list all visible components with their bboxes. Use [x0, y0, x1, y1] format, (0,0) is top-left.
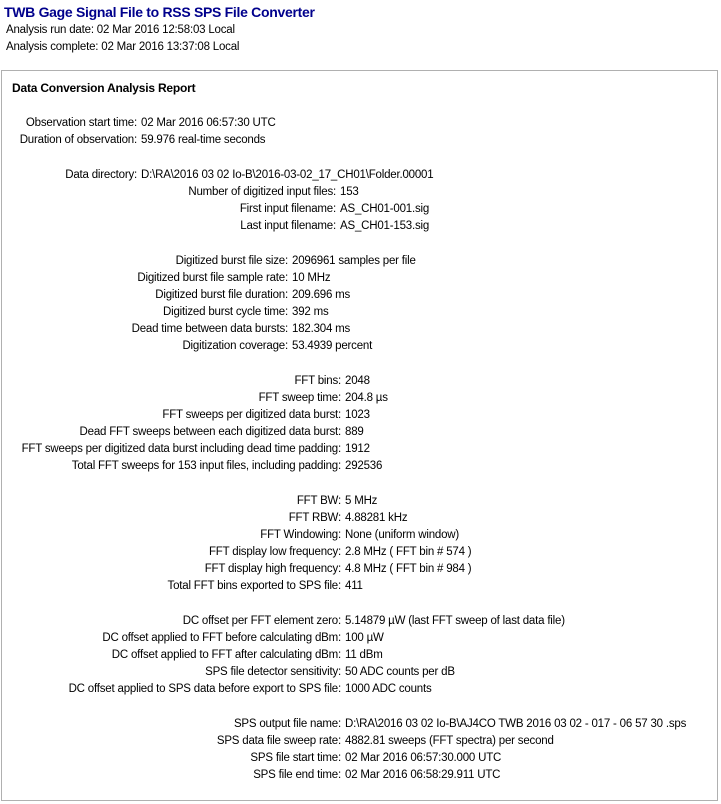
report-row: [2, 613, 717, 630]
row-value: 100 µW: [345, 632, 384, 644]
report-row: [2, 304, 717, 321]
report-row: [2, 373, 717, 390]
row-value: 1912: [345, 443, 370, 455]
row-label: DC offset applied to SPS data before export to SPS file:: [68, 683, 341, 695]
row-value: 4882.81 sweeps (FFT spectra) per second: [345, 735, 554, 747]
row-label: FFT display high frequency:: [204, 563, 341, 575]
report-row: [2, 321, 717, 338]
report-row: [2, 167, 717, 184]
report-row: [2, 390, 717, 407]
row-value: 50 ADC counts per dB: [345, 666, 455, 678]
report-row: [2, 132, 717, 149]
row-label: Dead FFT sweeps between each digitized data burst:: [79, 426, 341, 438]
report-row: [2, 338, 717, 355]
sps-output-group: [2, 716, 717, 784]
row-value: 02 Mar 2016 06:58:29.911 UTC: [345, 769, 501, 781]
report-row: [2, 253, 717, 270]
row-value: 59.976 real-time seconds: [141, 134, 266, 146]
row-value: 392 ms: [292, 306, 329, 318]
report-row: [2, 115, 717, 132]
row-value: 11 dBm: [345, 649, 383, 661]
report-row: [2, 767, 717, 784]
app-title: TWB Gage Signal File to RSS SPS File Converter: [4, 4, 315, 20]
row-label: Total FFT sweeps for 153 input files, including padding:: [71, 460, 341, 472]
dc-offset-group: [2, 613, 717, 698]
row-value: 153: [340, 186, 359, 198]
input-files-group: [2, 167, 717, 235]
report-row: [2, 716, 717, 733]
report-row: [2, 458, 717, 475]
row-label: Total FFT bins exported to SPS file:: [167, 580, 341, 592]
report-row: [2, 578, 717, 595]
report-panel: [1, 70, 718, 801]
row-label: Observation start time:: [25, 117, 137, 129]
row-value: 204.8 µs: [345, 392, 388, 404]
report-row: [2, 270, 717, 287]
row-label: Digitized burst file sample rate:: [137, 272, 288, 284]
row-label: First input filename:: [239, 203, 336, 215]
row-value: 4.8 MHz ( FFT bin # 984 ): [345, 563, 472, 575]
report-row: [2, 510, 717, 527]
report-row: [2, 424, 717, 441]
row-label: Number of digitized input files:: [188, 186, 336, 198]
row-label: FFT sweeps per digitized data burst:: [162, 409, 341, 421]
row-value: 2096961 samples per file: [292, 255, 416, 267]
report-row: [2, 561, 717, 578]
row-value: 182.304 ms: [292, 323, 351, 335]
row-value: AS_CH01-001.sig: [340, 203, 430, 215]
fft-sweeps-group: [2, 373, 717, 475]
fft-display-group: [2, 493, 717, 595]
row-value: 02 Mar 2016 06:57:30 UTC: [141, 117, 276, 129]
row-label: SPS output file name:: [233, 718, 341, 730]
row-value: AS_CH01-153.sig: [340, 220, 430, 232]
row-value: D:\RA\2016 03 02 Io-B\2016-03-02_17_CH01\Folder.00001: [141, 169, 434, 181]
row-value: D:\RA\2016 03 02 Io-B\AJ4CO TWB 2016 03 02 - 017 - 06 57 30 .sps: [345, 718, 687, 730]
report-row: [2, 201, 717, 218]
row-label: SPS file start time:: [250, 752, 341, 764]
row-value: 2.8 MHz ( FFT bin # 574 ): [345, 546, 472, 558]
row-value: 53.4939 percent: [292, 340, 373, 352]
row-value: 411: [345, 580, 363, 592]
row-value: 209.696 ms: [292, 289, 351, 301]
row-label: Duration of observation:: [19, 134, 137, 146]
report-row: [2, 664, 717, 681]
report-row: [2, 647, 717, 664]
row-label: FFT BW:: [296, 495, 341, 507]
row-label: Digitized burst file duration:: [155, 289, 288, 301]
row-label: Data directory:: [65, 169, 137, 181]
report-row: [2, 441, 717, 458]
row-value: 5 MHz: [345, 495, 378, 507]
row-label: Digitized burst file size:: [175, 255, 288, 267]
observation-group: [2, 115, 717, 149]
row-value: 2048: [345, 375, 370, 387]
row-value: 4.88281 kHz: [345, 512, 408, 524]
row-value: 292536: [345, 460, 383, 472]
report-row: [2, 733, 717, 750]
report-row: [2, 630, 717, 647]
row-value: 1023: [345, 409, 370, 421]
row-label: Digitization coverage:: [182, 340, 288, 352]
row-value: 10 MHz: [292, 272, 331, 284]
row-value: 02 Mar 2016 06:57:30.000 UTC: [345, 752, 502, 764]
row-label: DC offset applied to FFT after calculating dBm:: [111, 649, 341, 661]
row-label: DC offset applied to FFT before calculating dBm:: [102, 632, 341, 644]
row-label: FFT sweep time:: [258, 392, 341, 404]
row-value: None (uniform window): [345, 529, 460, 541]
analysis-complete-date: Analysis complete: 02 Mar 2016 13:37:08 Local: [6, 41, 240, 53]
row-value: 1000 ADC counts: [345, 683, 432, 695]
row-label: DC offset per FFT element zero:: [182, 615, 341, 627]
row-label: Digitized burst cycle time:: [163, 306, 288, 318]
report-row: [2, 544, 717, 561]
row-label: FFT Windowing:: [260, 529, 341, 541]
row-label: FFT display low frequency:: [208, 546, 341, 558]
report-row: [2, 218, 717, 235]
report-row: [2, 493, 717, 510]
report-row: [2, 527, 717, 544]
row-label: Last input filename:: [240, 220, 336, 232]
row-label: SPS data file sweep rate:: [216, 735, 341, 747]
report-row: [2, 287, 717, 304]
row-label: SPS file detector sensitivity:: [205, 666, 341, 678]
row-value: 5.14879 µW (last FFT sweep of last data file): [345, 615, 565, 627]
digitized-burst-group: [2, 253, 717, 355]
row-label: FFT RBW:: [288, 512, 341, 524]
row-label: FFT sweeps per digitized data burst including dead time padding:: [21, 443, 341, 455]
report-row: [2, 681, 717, 698]
row-label: SPS file end time:: [253, 769, 341, 781]
report-row: [2, 184, 717, 201]
analysis-run-date: Analysis run date: 02 Mar 2016 12:58:03 Local: [6, 24, 235, 36]
row-value: 889: [345, 426, 364, 438]
row-label: FFT bins:: [294, 375, 341, 387]
row-label: Dead time between data bursts:: [131, 323, 288, 335]
report-row: [2, 750, 717, 767]
report-row: [2, 407, 717, 424]
report-heading: Data Conversion Analysis Report: [12, 81, 196, 95]
